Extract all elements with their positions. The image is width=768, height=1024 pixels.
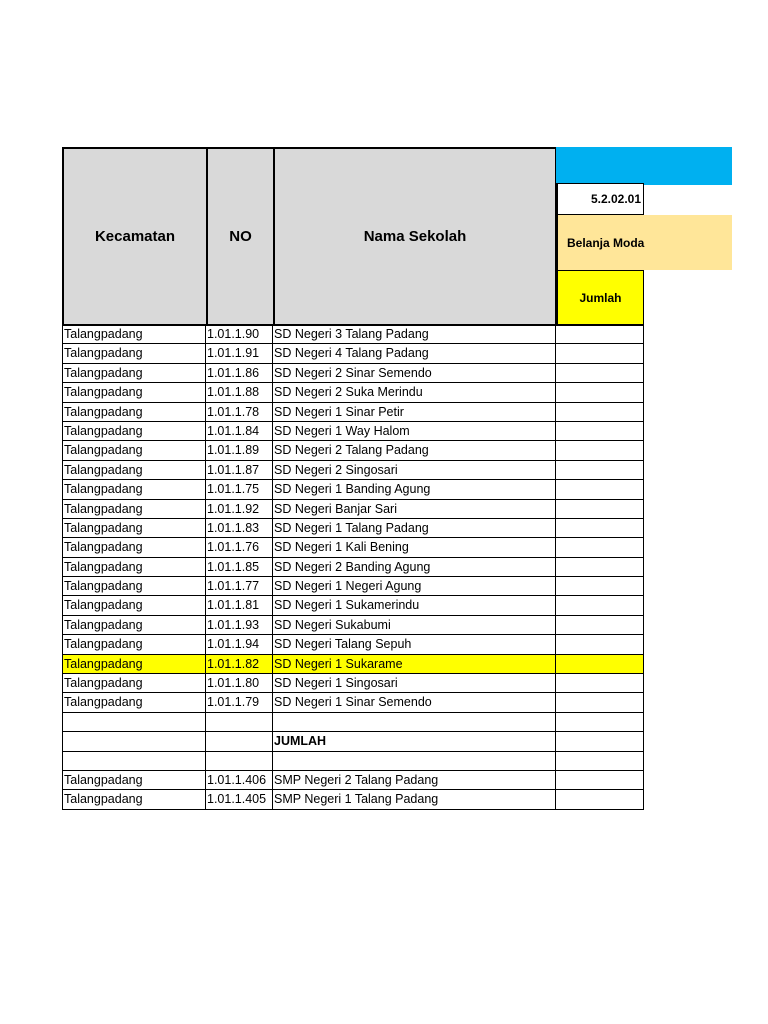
cell-nama-sekolah[interactable]: SD Negeri 2 Singosari xyxy=(273,461,556,480)
cell-no[interactable]: 1.01.1.77 xyxy=(206,577,273,596)
cell-kecamatan[interactable]: Talangpadang xyxy=(62,558,206,577)
cell-nama-sekolah[interactable]: SD Negeri 1 Talang Padang xyxy=(273,519,556,538)
cell-kecamatan[interactable]: Talangpadang xyxy=(62,577,206,596)
cell-jumlah[interactable] xyxy=(556,500,644,519)
cell-no[interactable] xyxy=(206,732,273,751)
cell-nama-sekolah[interactable]: SD Negeri 2 Talang Padang xyxy=(273,441,556,460)
table-row[interactable] xyxy=(62,732,644,751)
cell-jumlah[interactable] xyxy=(556,790,644,809)
header-no-label: NO xyxy=(229,228,252,245)
header-belanja-label: Belanja Moda xyxy=(567,235,645,250)
cell-no[interactable]: 1.01.1.91 xyxy=(206,344,273,363)
cell-nama-sekolah[interactable]: SD Negeri 1 Sukamerindu xyxy=(273,596,556,615)
table-row[interactable] xyxy=(62,383,644,402)
cell-nama-sekolah[interactable]: SD Negeri 1 Singosari xyxy=(273,674,556,693)
cell-no[interactable]: 1.01.1.405 xyxy=(206,790,273,809)
cell-jumlah[interactable] xyxy=(556,441,644,460)
cell-kecamatan[interactable]: Talangpadang xyxy=(62,790,206,809)
cell-nama-sekolah[interactable]: SD Negeri 1 Kali Bening xyxy=(273,538,556,557)
cell-kecamatan[interactable]: Talangpadang xyxy=(62,422,206,441)
cell-nama-sekolah[interactable]: SD Negeri 3 Talang Padang xyxy=(273,325,556,344)
cell-kecamatan[interactable]: Talangpadang xyxy=(62,480,206,499)
cell-jumlah[interactable] xyxy=(556,771,644,790)
cell-kecamatan[interactable] xyxy=(62,732,206,751)
table-row[interactable] xyxy=(62,325,644,344)
cell-nama-sekolah[interactable]: SD Negeri Banjar Sari xyxy=(273,500,556,519)
cell-kecamatan[interactable]: Talangpadang xyxy=(62,693,206,712)
header-nama-sekolah[interactable] xyxy=(273,147,557,326)
cell-no[interactable]: 1.01.1.94 xyxy=(206,635,273,654)
table-body xyxy=(62,325,644,810)
cell-no[interactable] xyxy=(206,713,273,732)
cell-jumlah[interactable] xyxy=(556,480,644,499)
cell-kecamatan[interactable]: Talangpadang xyxy=(62,674,206,693)
cell-no[interactable]: 1.01.1.89 xyxy=(206,441,273,460)
cell-jumlah[interactable] xyxy=(556,752,644,771)
spreadsheet-table xyxy=(62,147,732,810)
table-row[interactable] xyxy=(62,577,644,596)
table-row[interactable] xyxy=(62,441,644,460)
header-blue-band[interactable] xyxy=(556,147,732,185)
cell-jumlah[interactable] xyxy=(556,596,644,615)
cell-jumlah[interactable] xyxy=(556,383,644,402)
header-kecamatan[interactable] xyxy=(62,147,208,326)
cell-jumlah[interactable] xyxy=(556,558,644,577)
header-code-cell[interactable] xyxy=(556,183,644,215)
cell-jumlah[interactable] xyxy=(556,538,644,557)
cell-jumlah[interactable] xyxy=(556,577,644,596)
table-row[interactable] xyxy=(62,364,644,383)
table-row[interactable] xyxy=(62,713,644,732)
header-belanja-cell[interactable] xyxy=(556,215,732,270)
cell-no[interactable]: 1.01.1.86 xyxy=(206,364,273,383)
cell-jumlah[interactable] xyxy=(556,519,644,538)
table-row[interactable] xyxy=(62,403,644,422)
cell-nama-sekolah[interactable]: SD Negeri 4 Talang Padang xyxy=(273,344,556,363)
table-row[interactable] xyxy=(62,693,644,712)
cell-nama-sekolah[interactable]: SD Negeri Talang Sepuh xyxy=(273,635,556,654)
cell-kecamatan[interactable]: Talangpadang xyxy=(62,344,206,363)
cell-kecamatan[interactable] xyxy=(62,752,206,771)
cell-no[interactable]: 1.01.1.82 xyxy=(206,655,273,674)
cell-kecamatan[interactable]: Talangpadang xyxy=(62,461,206,480)
table-row[interactable] xyxy=(62,538,644,557)
cell-jumlah[interactable] xyxy=(556,635,644,654)
cell-jumlah[interactable] xyxy=(556,461,644,480)
cell-nama-sekolah[interactable]: JUMLAH xyxy=(273,732,556,751)
cell-no[interactable]: 1.01.1.90 xyxy=(206,325,273,344)
cell-kecamatan[interactable]: Talangpadang xyxy=(62,383,206,402)
cell-no[interactable]: 1.01.1.76 xyxy=(206,538,273,557)
cell-kecamatan[interactable]: Talangpadang xyxy=(62,538,206,557)
cell-kecamatan[interactable]: Talangpadang xyxy=(62,771,206,790)
cell-jumlah[interactable] xyxy=(556,674,644,693)
cell-kecamatan[interactable]: Talangpadang xyxy=(62,519,206,538)
cell-kecamatan[interactable]: Talangpadang xyxy=(62,325,206,344)
cell-no[interactable]: 1.01.1.85 xyxy=(206,558,273,577)
cell-nama-sekolah[interactable]: SMP Negeri 2 Talang Padang xyxy=(273,771,556,790)
table-row[interactable] xyxy=(62,790,644,809)
table-row[interactable] xyxy=(62,655,644,674)
table-row[interactable] xyxy=(62,558,644,577)
cell-nama-sekolah[interactable] xyxy=(273,752,556,771)
cell-jumlah[interactable] xyxy=(556,325,644,344)
cell-jumlah[interactable] xyxy=(556,422,644,441)
cell-no[interactable]: 1.01.1.88 xyxy=(206,383,273,402)
cell-nama-sekolah[interactable]: SD Negeri 1 Sinar Petir xyxy=(273,403,556,422)
cell-jumlah[interactable] xyxy=(556,713,644,732)
cell-nama-sekolah[interactable]: SD Negeri 1 Banding Agung xyxy=(273,480,556,499)
cell-no[interactable]: 1.01.1.84 xyxy=(206,422,273,441)
table-row[interactable] xyxy=(62,500,644,519)
cell-no[interactable]: 1.01.1.80 xyxy=(206,674,273,693)
cell-kecamatan[interactable] xyxy=(62,713,206,732)
cell-jumlah[interactable] xyxy=(556,655,644,674)
cell-nama-sekolah[interactable]: SD Negeri 1 Negeri Agung xyxy=(273,577,556,596)
cell-jumlah[interactable] xyxy=(556,732,644,751)
cell-no[interactable]: 1.01.1.406 xyxy=(206,771,273,790)
cell-no[interactable]: 1.01.1.78 xyxy=(206,403,273,422)
table-row[interactable] xyxy=(62,344,644,363)
cell-kecamatan[interactable]: Talangpadang xyxy=(62,403,206,422)
cell-jumlah[interactable] xyxy=(556,344,644,363)
cell-nama-sekolah[interactable] xyxy=(273,713,556,732)
cell-nama-sekolah[interactable]: SMP Negeri 1 Talang Padang xyxy=(273,790,556,809)
header-kecamatan-label: Kecamatan xyxy=(94,228,176,245)
table-row[interactable] xyxy=(62,616,644,635)
cell-nama-sekolah[interactable]: SD Negeri 2 Sinar Semendo xyxy=(273,364,556,383)
table-row[interactable] xyxy=(62,752,644,771)
cell-nama-sekolah[interactable]: SD Negeri Sukabumi xyxy=(273,616,556,635)
cell-no[interactable]: 1.01.1.92 xyxy=(206,500,273,519)
cell-nama-sekolah[interactable]: SD Negeri 1 Sinar Semendo xyxy=(273,693,556,712)
header-nama-sekolah-label: Nama Sekolah xyxy=(363,228,467,245)
cell-nama-sekolah[interactable]: SD Negeri 1 Sukarame xyxy=(273,655,556,674)
table-row[interactable] xyxy=(62,771,644,790)
cell-no[interactable]: 1.01.1.75 xyxy=(206,480,273,499)
header-no[interactable] xyxy=(206,147,275,326)
table-row[interactable] xyxy=(62,674,644,693)
cell-nama-sekolah[interactable]: SD Negeri 2 Banding Agung xyxy=(273,558,556,577)
table-row[interactable] xyxy=(62,635,644,654)
cell-no[interactable]: 1.01.1.93 xyxy=(206,616,273,635)
table-row[interactable] xyxy=(62,596,644,615)
cell-no[interactable]: 1.01.1.87 xyxy=(206,461,273,480)
cell-kecamatan[interactable]: Talangpadang xyxy=(62,500,206,519)
cell-no[interactable]: 1.01.1.79 xyxy=(206,693,273,712)
cell-no[interactable] xyxy=(206,752,273,771)
table-row[interactable] xyxy=(62,519,644,538)
cell-kecamatan[interactable]: Talangpadang xyxy=(62,441,206,460)
cell-nama-sekolah[interactable]: SD Negeri 2 Suka Merindu xyxy=(273,383,556,402)
cell-jumlah[interactable] xyxy=(556,616,644,635)
cell-kecamatan[interactable]: Talangpadang xyxy=(62,616,206,635)
cell-kecamatan[interactable]: Talangpadang xyxy=(62,655,206,674)
cell-jumlah[interactable] xyxy=(556,403,644,422)
header-code-label: 5.2.02.01 xyxy=(590,192,641,206)
cell-no[interactable]: 1.01.1.83 xyxy=(206,519,273,538)
cell-jumlah[interactable] xyxy=(556,693,644,712)
table-row[interactable] xyxy=(62,422,644,441)
cell-jumlah[interactable] xyxy=(556,364,644,383)
cell-nama-sekolah[interactable]: SD Negeri 1 Way Halom xyxy=(273,422,556,441)
cell-kecamatan[interactable]: Talangpadang xyxy=(62,596,206,615)
cell-kecamatan[interactable]: Talangpadang xyxy=(62,635,206,654)
table-row[interactable] xyxy=(62,461,644,480)
cell-kecamatan[interactable]: Talangpadang xyxy=(62,364,206,383)
header-jumlah-cell[interactable] xyxy=(556,270,644,326)
header-jumlah-label: Jumlah xyxy=(579,290,622,305)
table-row[interactable] xyxy=(62,480,644,499)
cell-no[interactable]: 1.01.1.81 xyxy=(206,596,273,615)
